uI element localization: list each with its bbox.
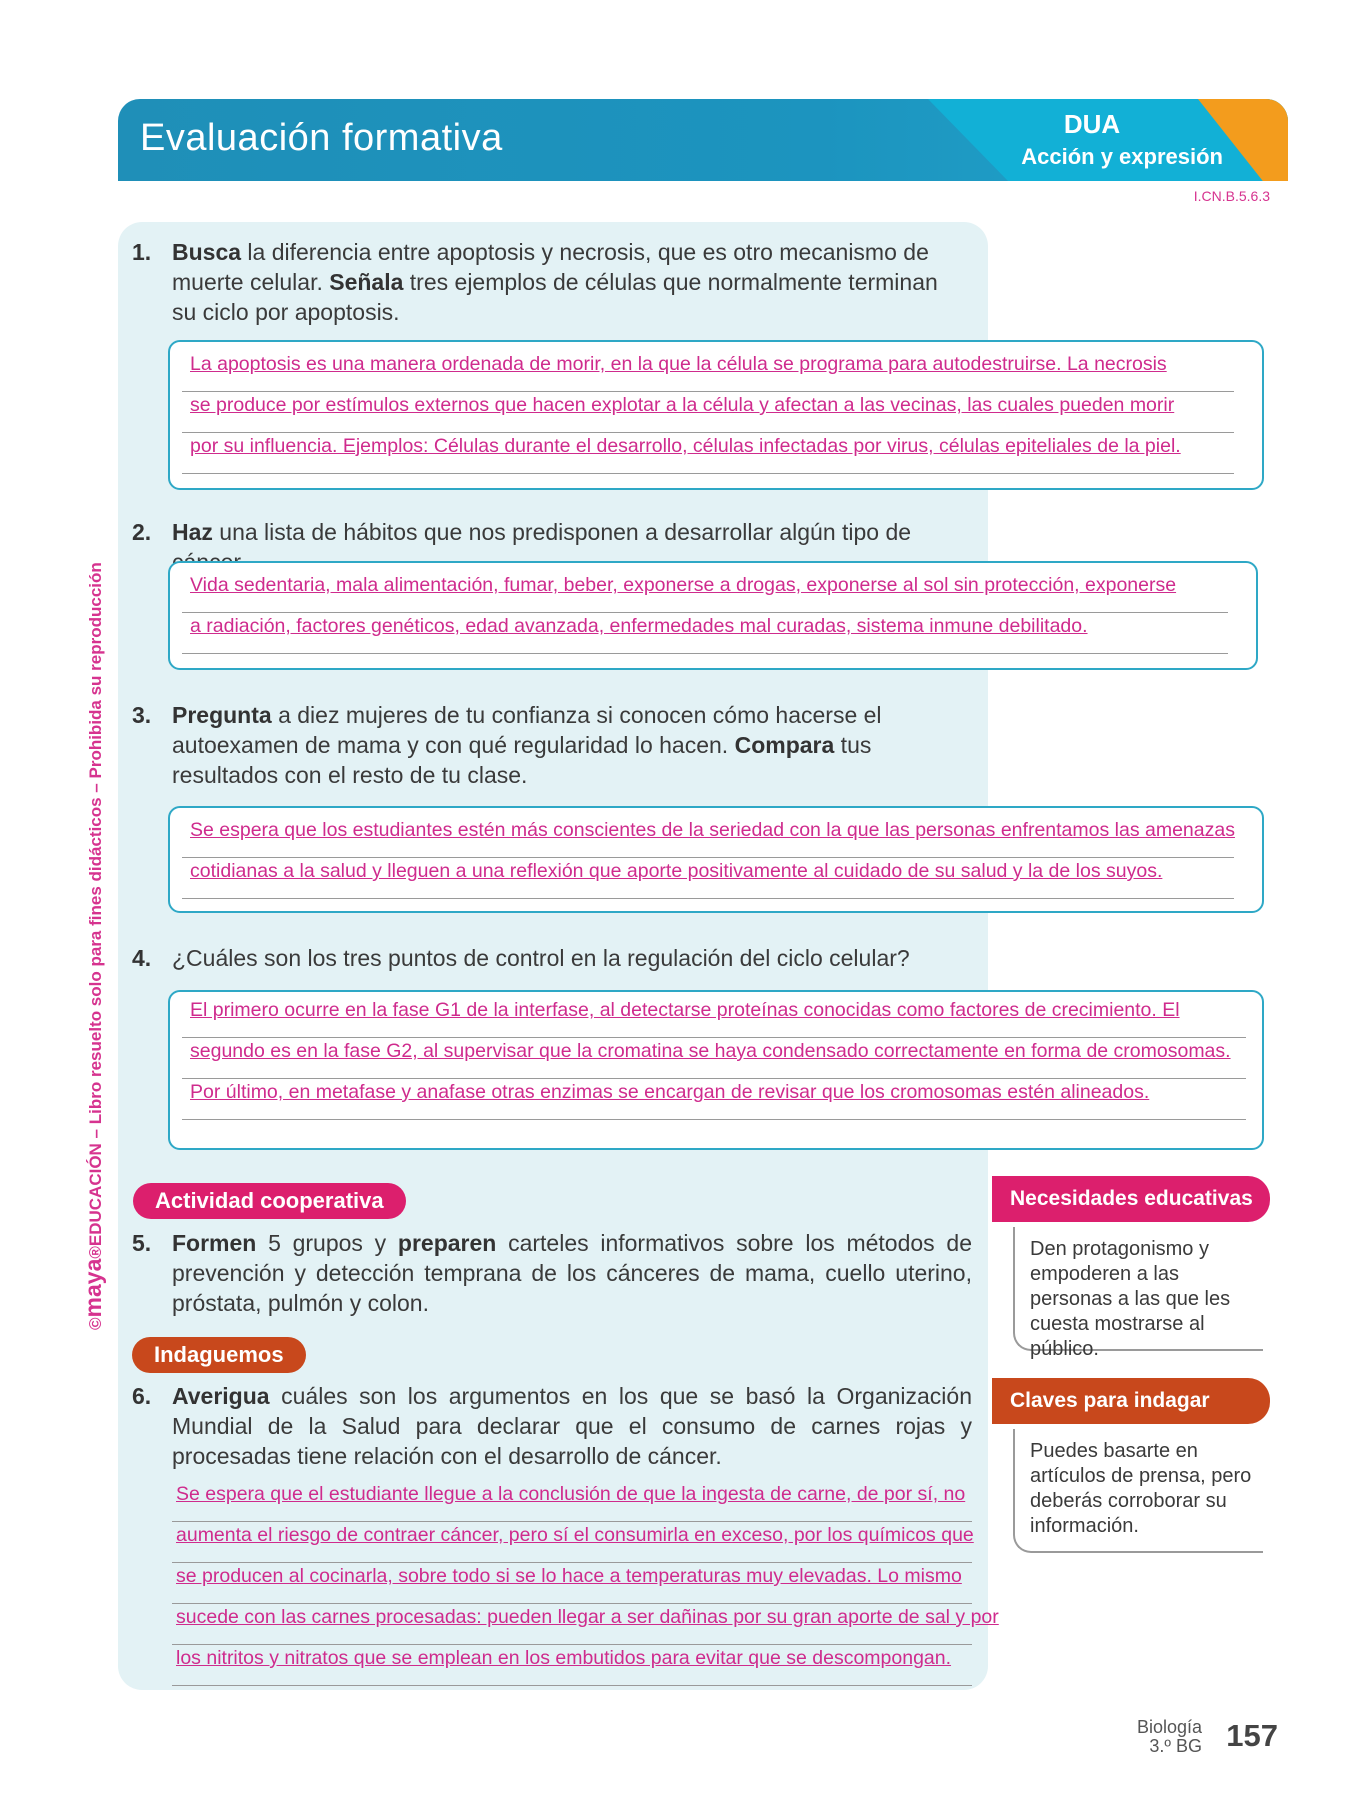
- answer-line: los nitritos y nitratos que se emplean en los embutidos para evitar que se descompongan.: [172, 1644, 972, 1686]
- answer-line: por su influencia. Ejemplos: Células durante el desarrollo, células infectadas por virus, células epiteliales de la piel.: [182, 432, 1234, 474]
- question-4: [132, 943, 972, 973]
- answer-line: se produce por estímulos externos que hacen explotar a la célula y afectan a las vecinas, las cuales pueden morir: [182, 391, 1234, 433]
- brand-logo-text: maya: [80, 1258, 106, 1318]
- claves-para-indagar-body: Puedes basarte en artículos de prensa, pero deberás corroborar su información.: [1013, 1429, 1263, 1553]
- side-copyright-text: [80, 562, 107, 1330]
- question-number: 5.: [132, 1230, 152, 1256]
- answer-line: El primero ocurre en la fase G1 de la interfase, al detectarse proteínas conocidas como factores de crecimiento. El: [182, 996, 1246, 1038]
- question-text-part: tres ejemplos de células que normalmente terminan su ciclo por apoptosis.: [172, 269, 938, 325]
- question-verb: Formen: [172, 1230, 257, 1256]
- question-number: 6.: [132, 1383, 152, 1409]
- question-text-part: ¿Cuáles son los tres puntos de control en la regulación del ciclo celular?: [172, 945, 910, 971]
- cooperative-activity-label: Actividad cooperativa: [133, 1183, 406, 1219]
- answer-box-4[interactable]: [168, 990, 1264, 1150]
- question-text-part: a diez mujeres de tu confianza si conocen cómo hacerse el autoexamen de mama y con qué regularidad lo hacen.: [172, 702, 882, 758]
- question-verb: preparen: [397, 1230, 497, 1256]
- answer-line: Se espera que los estudiantes estén más conscientes de la seriedad con la que las personas enfrentamos las amenazas: [182, 816, 1234, 858]
- question-number: 1.: [132, 239, 152, 265]
- question-text-part: 5 grupos y: [256, 1230, 398, 1256]
- answer-line: La apoptosis es una manera ordenada de morir, en la que la célula se programa para autodestruirse. La necrosis: [182, 350, 1234, 392]
- answer-line: sucede con las carnes procesadas: pueden llegar a ser dañinas por su gran aporte de sal y por: [172, 1603, 972, 1645]
- answer-line: Vida sedentaria, mala alimentación, fumar, beber, exponerse a drogas, exponerse al sol sin protección, exponerse: [182, 571, 1228, 613]
- question-text-part: tus resultados con el resto de tu clase.: [172, 732, 872, 788]
- question-6: [132, 1381, 972, 1471]
- answer-line: a radiación, factores genéticos, edad avanzada, enfermedades mal curadas, sistema inmune debilitado.: [182, 612, 1228, 654]
- grade-level: 3.º BG: [1149, 1736, 1202, 1756]
- footer-subject: [1137, 1718, 1202, 1756]
- question-text-part: cuáles son los argumentos en los que se basó la Organización Mundial de la Salud para declarar que el consumo de carnes rojas y procesadas tiene relación con el desarrollo de cáncer.: [172, 1383, 972, 1469]
- question-text: [172, 1228, 972, 1318]
- question-1: [132, 237, 962, 327]
- dua-subtitle: Acción y expresión: [1021, 144, 1223, 169]
- answer-line: segundo es en la fase G2, al supervisar que la cromatina se haya condensado correctamente en forma de cromosomas.: [182, 1037, 1246, 1079]
- indicator-code: I.CN.B.5.6.3: [1193, 188, 1270, 204]
- registered-symbol: ®: [86, 1246, 105, 1259]
- answer-line: Se espera que el estudiante llegue a la conclusión de que la ingesta de carne, de por sí, no: [172, 1480, 972, 1522]
- question-text-part: carteles informativos sobre los métodos de prevención y detección temprana de los cánceres de mama, cuello uterino, próstata, pulmón y colon.: [172, 1230, 972, 1316]
- claves-para-indagar-title: Claves para indagar: [992, 1378, 1270, 1424]
- side-notice: EDUCACIÓN – Libro resuelto solo para fines didácticos – Prohibida su reproducción: [86, 562, 105, 1247]
- question-verb: Haz: [172, 519, 213, 545]
- page-footer: [1100, 1718, 1278, 1758]
- page-number: 157: [1226, 1718, 1278, 1753]
- question-number: 4.: [132, 945, 152, 971]
- answer-line: Por último, en metafase y anafase otras enzimas se encargan de revisar que los cromosomas estén alineados.: [182, 1078, 1246, 1120]
- question-text: [172, 943, 972, 973]
- dua-label: DUA: [1063, 109, 1121, 139]
- subject-name: Biología: [1136, 1717, 1202, 1737]
- question-number: 3.: [132, 702, 152, 728]
- question-number: 2.: [132, 519, 152, 545]
- question-verb: Compara: [734, 732, 835, 758]
- question-3: [132, 700, 962, 790]
- question-text: [172, 700, 962, 790]
- question-verb: Pregunta: [172, 702, 272, 728]
- question-verb: Señala: [329, 269, 404, 295]
- page-title: Evaluación formativa: [140, 117, 503, 159]
- question-verb: Averigua: [172, 1383, 270, 1409]
- question-text-part: la diferencia entre apoptosis y necrosis, que es otro mecanismo de muerte celular.: [172, 239, 929, 295]
- indaguemos-label: Indaguemos: [132, 1337, 306, 1373]
- question-5: [132, 1228, 972, 1318]
- answer-line: se producen al cocinarla, sobre todo si se lo hace a temperaturas muy elevadas. Lo mismo: [172, 1562, 972, 1604]
- necesidades-educativas-title: Necesidades educativas: [992, 1176, 1270, 1222]
- answer-box-1[interactable]: [168, 340, 1264, 490]
- question-text: [172, 237, 962, 327]
- question-text: [172, 1381, 972, 1471]
- necesidades-educativas-body: Den protagonismo y empoderen a las personas a las que les cuesta mostrarse al público.: [1013, 1227, 1263, 1351]
- question-text-part: una lista de hábitos que nos predisponen a desarrollar algún tipo de: [219, 519, 912, 545]
- copyright-symbol: ©: [86, 1317, 105, 1330]
- question-verb: Busca: [172, 239, 242, 265]
- answer-box-3[interactable]: [168, 806, 1264, 913]
- page-header: [118, 99, 1288, 181]
- answer-line: aumenta el riesgo de contraer cáncer, pero sí el consumirla en exceso, por los químicos que: [172, 1521, 972, 1563]
- answer-box-2[interactable]: [168, 561, 1258, 670]
- answer-line: cotidianas a la salud y lleguen a una reflexión que aporte positivamente al cuidado de su salud y la de los suyos.: [182, 857, 1234, 899]
